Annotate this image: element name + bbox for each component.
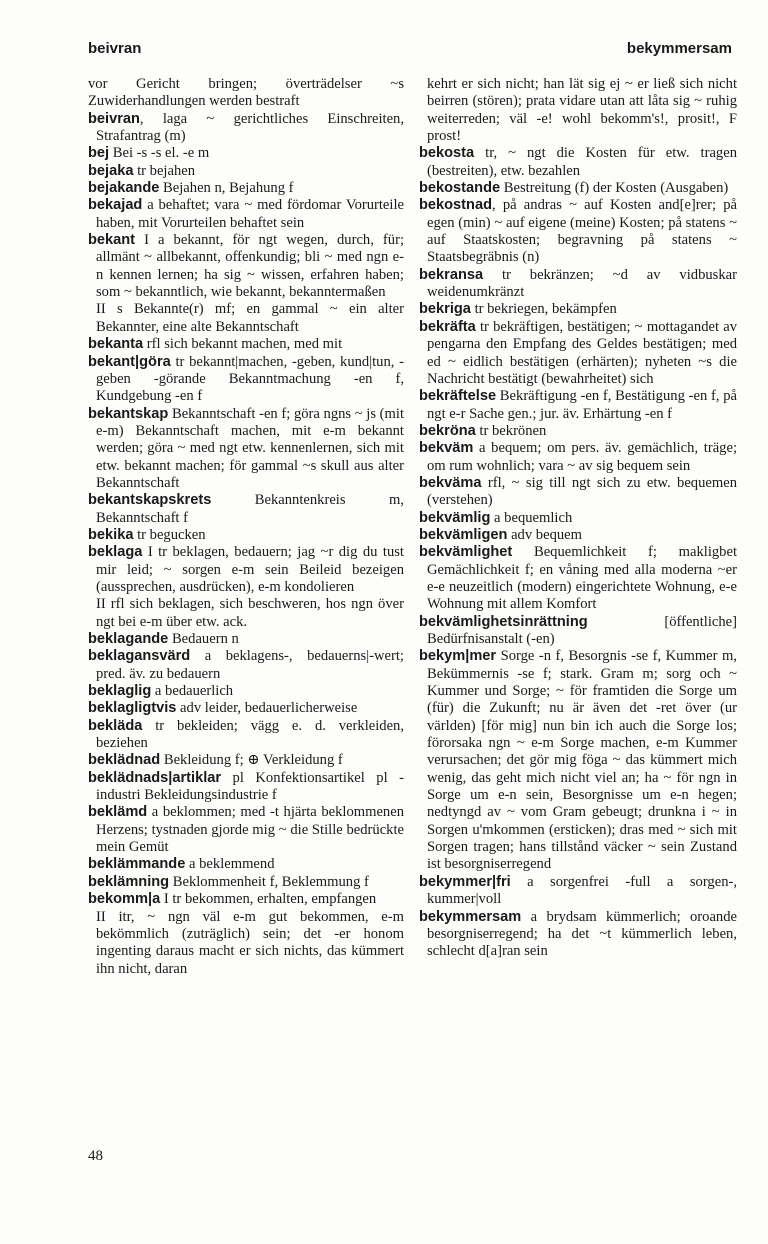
- dictionary-subentry: II s Bekannte(r) mf; en gammal ~ ein alter Bekannter, eine alte Bekanntschaft: [96, 301, 404, 335]
- dictionary-entry: beklagansvärd a beklagens-, bedauerns|-wert; pred. äv. zu bedauern: [88, 648, 404, 682]
- headword: beklädnad: [88, 752, 161, 769]
- headword: beklaglig: [88, 683, 152, 700]
- dictionary-entry: bekymmer|fri a sorgenfrei -full a sorgen-, kummer|voll: [419, 873, 737, 908]
- dictionary-entry: bekväm a bequem; om pers. äv. gemächlich, träge; om rum wohnlich; vara ~ av sig bequem sein: [419, 440, 737, 474]
- dictionary-entry: bekräftelse Bekräftigung -en f, Bestätigung -en f, på ngt e-r Sache gen.; jur. äv. Erhärtung -en f: [419, 388, 737, 422]
- left-column: [88, 76, 404, 978]
- dictionary-entry: bekräfta tr bekräftigen, bestätigen; ~ mottagandet av pengarna den Empfang des Geldes bestätigen; med ed ~ eidlich bestätigen (erhärten); nyheten ~s die Nachricht bestätigt (bewahrheitet) sich: [419, 318, 737, 387]
- dictionary-entry: bekväma rfl, ~ sig till ngt sich zu etw. bequemen (verstehen): [419, 474, 737, 509]
- headword: bekvämligen: [419, 526, 508, 543]
- headword: bejakande: [88, 180, 160, 197]
- headword: beklagansvärd: [88, 648, 191, 665]
- headword: bekväm: [419, 440, 474, 457]
- headword: bekajad: [88, 197, 143, 214]
- headword: beivran: [88, 110, 140, 127]
- headword: bekymmersam: [419, 908, 522, 925]
- dictionary-entry: bekransa tr bekränzen; ~d av vidbuskar weidenumkränzt: [419, 266, 737, 301]
- headword: beklaga: [88, 544, 143, 561]
- headword: bekomm|a: [88, 891, 161, 908]
- headword: bekosta: [419, 145, 475, 162]
- headword: bekika: [88, 526, 134, 543]
- dictionary-entry: beklämmande a beklemmend: [88, 856, 275, 873]
- headword: bekvämlighet: [419, 544, 513, 561]
- headword: beklämd: [88, 804, 148, 821]
- dictionary-entry: bekriga tr bekriegen, bekämpfen: [419, 301, 617, 318]
- headword: bejaka: [88, 162, 134, 179]
- dictionary-entry: vor Gericht bringen; överträdelser ~s Zuwiderhandlungen werden bestraft: [88, 76, 404, 110]
- right-column: [419, 76, 737, 961]
- dictionary-entry: bekym|mer Sorge -n f, Besorgnis -se f, Kummer m, Bekümmernis -se f; stark. Gram m; sorg och ~ Kummer und Sorge; ~ för framtiden die Sorge um (für) die Zukunft; nu är även det -ret över (ur världen) [för mig] nun bin ich auch die Sorge los; förorsaka ngn ~ e-m Sorge machen, e-m Kummer verursachen; det gör mig föga ~ das kümmert mich wenig, das geht mich nicht viel an; ha ~ för ngn in Sorge um e-n sein, Besorgnisse um e-n hegen; nedtyngd av ~ vom Gram gebeugt; drunkna i ~ in Sorgen u'mkommen (ersticken); dras med ~ sich mit Sorgen tragen; hans tillstånd väcker ~ sein Zustand ist besorgniserregend: [419, 648, 737, 873]
- dictionary-entry: bekvämlig a bequemlich: [419, 509, 573, 526]
- headword: beklagande: [88, 631, 169, 647]
- dictionary-entry: bekvämligen adv bequem: [419, 526, 582, 543]
- dictionary-entry: bekajad a behaftet; vara ~ med fördomar Vorurteile haben, mit Vorurteilen behaftet sein: [88, 197, 404, 231]
- dictionary-subentry: II rfl sich beklagen, sich beschweren, hos ngn över ngt bei e-m über etw. ack.: [96, 596, 404, 630]
- dictionary-entry: bekant|göra tr bekannt|machen, -geben, kund|tun, -geben -görande Bekanntmachung -en f, Kundgebung -en f: [88, 353, 404, 405]
- headword: beklämmande: [88, 856, 186, 873]
- headword: bekant|göra: [88, 353, 171, 370]
- headword: beklagligtvis: [88, 700, 177, 717]
- dictionary-entry: bekant I a bekannt, för ngt wegen, durch, für; allmänt ~ allbekannt, offenkundig; bli ~ med ngn e-n kennen lernen; ha sig ~ wissen, erfahren haben; som ~ bekanntlich, wie bekannt, bekanntermaßen: [88, 232, 404, 301]
- running-header: [88, 40, 732, 62]
- dictionary-subentry: II itr, ~ ngn väl e-m gut bekommen, e-m bekömmlich (zuträglich) sein; det -er honom ingenting daraus macht er sich nichts, das kümmert ihn nicht, daran: [96, 908, 404, 977]
- headword: bekvämlighetsinrättning: [419, 613, 588, 630]
- dictionary-entry: bekvämlighet Bequemlichkeit f; makligbet Gemächlichkeit f; en våning med alla moderna ~er e-e neuzeitlich (modern) eingerichtete Wohnung, e-e Wohnung mit allem Komfort: [419, 544, 737, 613]
- header-first-word: beivran: [88, 40, 142, 57]
- headword: bekväma: [419, 474, 482, 491]
- headword: bekanta: [88, 336, 144, 353]
- header-last-word: bekymmersam: [626, 40, 732, 57]
- dictionary-entry: bekanta rfl sich bekannt machen, med mit: [88, 336, 343, 353]
- dictionary-entry: beklämd a beklommen; med -t hjärta beklommenen Herzens; tystnaden gjorde mig ~ die Stille bedrückte mein Gemüt: [88, 804, 404, 856]
- headword: beklädnads|artiklar: [88, 769, 222, 786]
- dictionary-entry: bekostnad, på andras ~ auf Kosten and[e]rer; på egen (min) ~ auf eigene (meine) Kosten; på statens ~ auf Staatskosten; begravning på statens ~ Staatsbegräbnis (n): [419, 197, 737, 266]
- dictionary-entry: bekläda tr bekleiden; vägg e. d. verkleiden, beziehen: [88, 717, 404, 752]
- dictionary-entry: bekantskap Bekanntschaft -en f; göra ngns ~ js (mit e-m) Bekanntschaft machen, mit e-m bekannt werden; göra ~ med ngt etw. kennenlernen, sich mit etw. bekannt machen; för gammal ~s skull aus alter Bekanntschaft: [88, 405, 404, 491]
- dictionary-entry: beklämning Beklommenheit f, Beklemmung f: [88, 873, 369, 890]
- dictionary-entry: bekvämlighetsinrättning [öffentliche] Bedürfnisanstalt (-en): [419, 613, 737, 647]
- dictionary-entry: beklädnads|artiklar pl Konfektionsartikel pl -industri Bekleidungsindustrie f: [88, 769, 404, 804]
- headword: bekröna: [419, 422, 476, 439]
- headword: bekostande: [419, 180, 501, 197]
- headword: bej: [88, 145, 110, 162]
- headword: bekriga: [419, 301, 471, 318]
- dictionary-entry: bejaka tr bejahen: [88, 162, 196, 179]
- headword: bekransa: [419, 266, 484, 283]
- dictionary-entry: bej Bei -s -s el. -e m: [88, 145, 210, 162]
- dictionary-entry: beklagande Bedauern n: [88, 631, 239, 647]
- dictionary-entry: beklaga I tr beklagen, bedauern; jag ~r dig du tust mir leid; ~ sorgen e-m sein Beileid bezeigen (aussprechen, ausdrücken), e-m kondolieren: [88, 544, 404, 595]
- dictionary-entry: beklagligtvis adv leider, bedauerlicherweise: [88, 700, 358, 717]
- headword: bekymmer|fri: [419, 873, 511, 890]
- headword: bekantskap: [88, 405, 169, 422]
- dictionary-entry: bekosta tr, ~ ngt die Kosten für etw. tragen (bestreiten), etw. bezahlen: [419, 145, 737, 179]
- dictionary-entry: bejakande Bejahen n, Bejahung f: [88, 180, 294, 197]
- headword: bekostnad: [419, 197, 492, 214]
- dictionary-entry: beklaglig a bedauerlich: [88, 683, 234, 700]
- dictionary-entry: bekröna tr bekrönen: [419, 422, 547, 439]
- headword: bekräftelse: [419, 388, 497, 405]
- headword: bekvämlig: [419, 509, 491, 526]
- dictionary-entry: kehrt er sich nicht; han lät sig ej ~ er ließ sich nicht beirren (stören); prata vidare utan att låta sig ~ ruhig weiterreden; väl -e! wohl bekomm's!, prosit!, F prost!: [427, 76, 737, 145]
- page-number: 48: [88, 1148, 103, 1164]
- headword: bekym|mer: [419, 648, 497, 665]
- dictionary-entry: bekymmersam a brydsam kümmerlich; oroande besorgniserregend; ha det ~t kümmerlich leben, schlecht d[a]ran sein: [419, 908, 737, 960]
- dictionary-entry: bekomm|a I tr bekommen, erhalten, empfangen: [88, 891, 377, 908]
- headword: bekant: [88, 232, 136, 249]
- headword: bekräfta: [419, 318, 476, 335]
- headword: bekantskapskrets: [88, 492, 212, 509]
- headword: beklämning: [88, 873, 170, 890]
- dictionary-entry: bekantskapskrets Bekanntenkreis m, Bekanntschaft f: [88, 492, 404, 526]
- dictionary-entry: beivran, laga ~ gerichtliches Einschreiten, Strafantrag (m): [88, 110, 404, 145]
- dictionary-entry: beklädnad Bekleidung f; ⊕ Verkleidung f: [88, 752, 343, 769]
- headword: bekläda: [88, 717, 143, 734]
- dictionary-entry: bekostande Bestreitung (f) der Kosten (Ausgaben): [419, 180, 729, 197]
- dictionary-entry: bekika tr begucken: [88, 526, 206, 543]
